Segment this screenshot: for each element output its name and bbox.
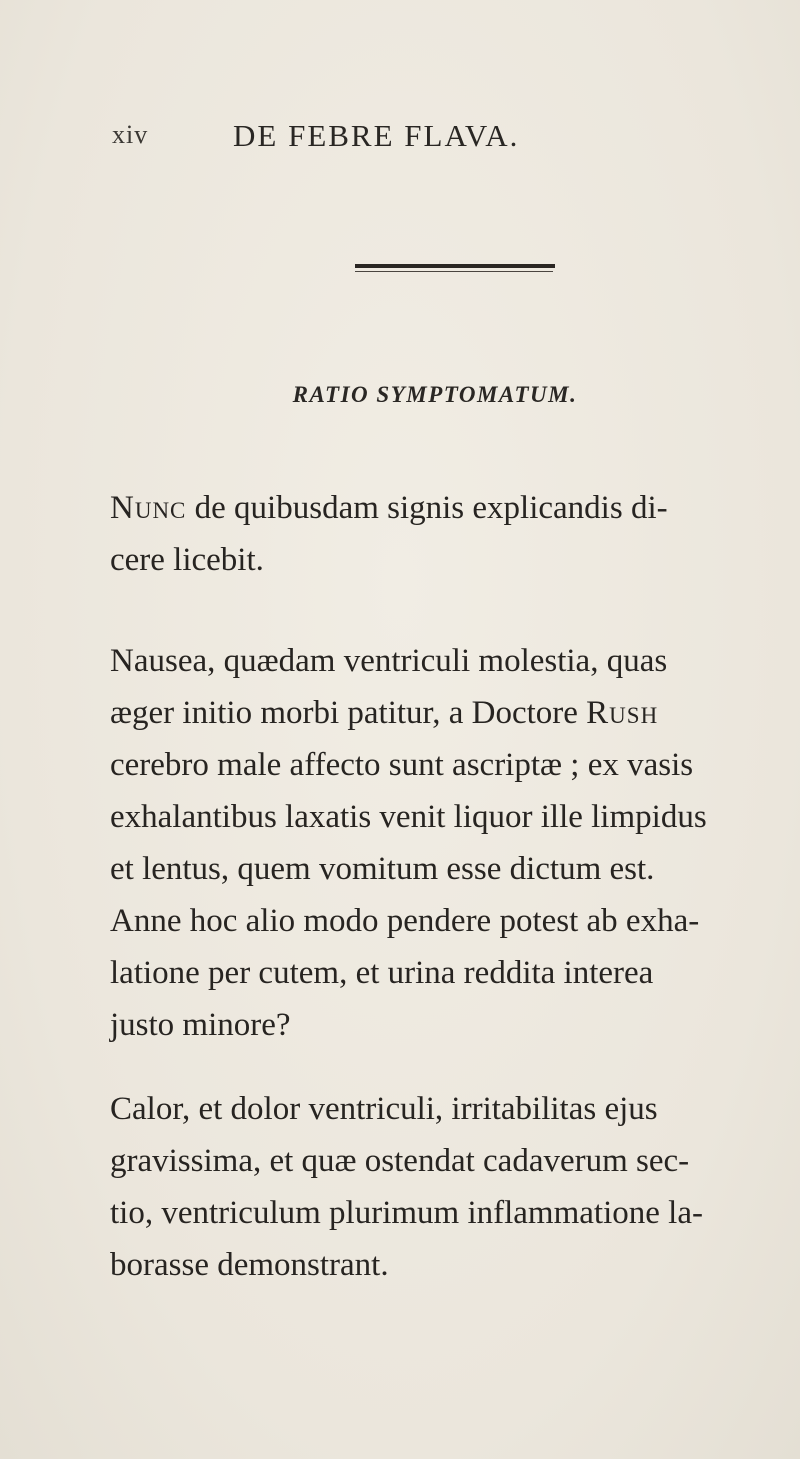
line-rest: de quibusdam signis explicandis di-	[186, 490, 668, 526]
paragraph-3	[110, 1083, 730, 1291]
text-line: exhalantibus laxatis venit liquor ille limpidus	[110, 799, 707, 835]
section-rule	[355, 264, 555, 274]
text-line: Anne hoc alio modo pendere potest ab exha-	[110, 903, 700, 939]
text-line: cere licebit.	[110, 542, 264, 578]
text-line: borasse demonstrant.	[110, 1247, 389, 1283]
page-number: xiv	[112, 120, 149, 149]
text-line: gravissima, et quæ ostendat cadaverum sec-	[110, 1143, 690, 1179]
section-title: RATIO SYMPTOMATUM.	[292, 382, 578, 407]
text-line: latione per cutem, et urina reddita interea	[110, 955, 654, 991]
text-line: justo minore?	[110, 1007, 291, 1043]
rule-thick	[355, 264, 555, 268]
running-head	[0, 118, 800, 158]
name-rush: Rush	[586, 695, 659, 731]
text-line	[110, 687, 730, 739]
rule-thin	[355, 271, 553, 272]
line-content	[110, 482, 668, 534]
text-line: Nausea, quædam ventriculi molestia, quas	[110, 643, 668, 679]
running-title: DE FEBRE FLAVA.	[233, 118, 520, 153]
text-line: cerebro male affecto sunt ascriptæ ; ex vasis	[110, 747, 694, 783]
paragraph-2	[110, 635, 730, 1051]
text-line: Calor, et dolor ventriculi, irritabilitas ejus	[110, 1091, 658, 1127]
text-line: tio, ventriculum plurimum inflammatione la-	[110, 1195, 703, 1231]
paragraph-1	[110, 482, 730, 586]
text-line	[110, 482, 730, 534]
lead-word: Nunc	[110, 490, 187, 526]
line-pre: æger initio morbi patitur, a Doctore	[110, 695, 587, 731]
text-line: et lentus, quem vomitum esse dictum est.	[110, 851, 655, 887]
